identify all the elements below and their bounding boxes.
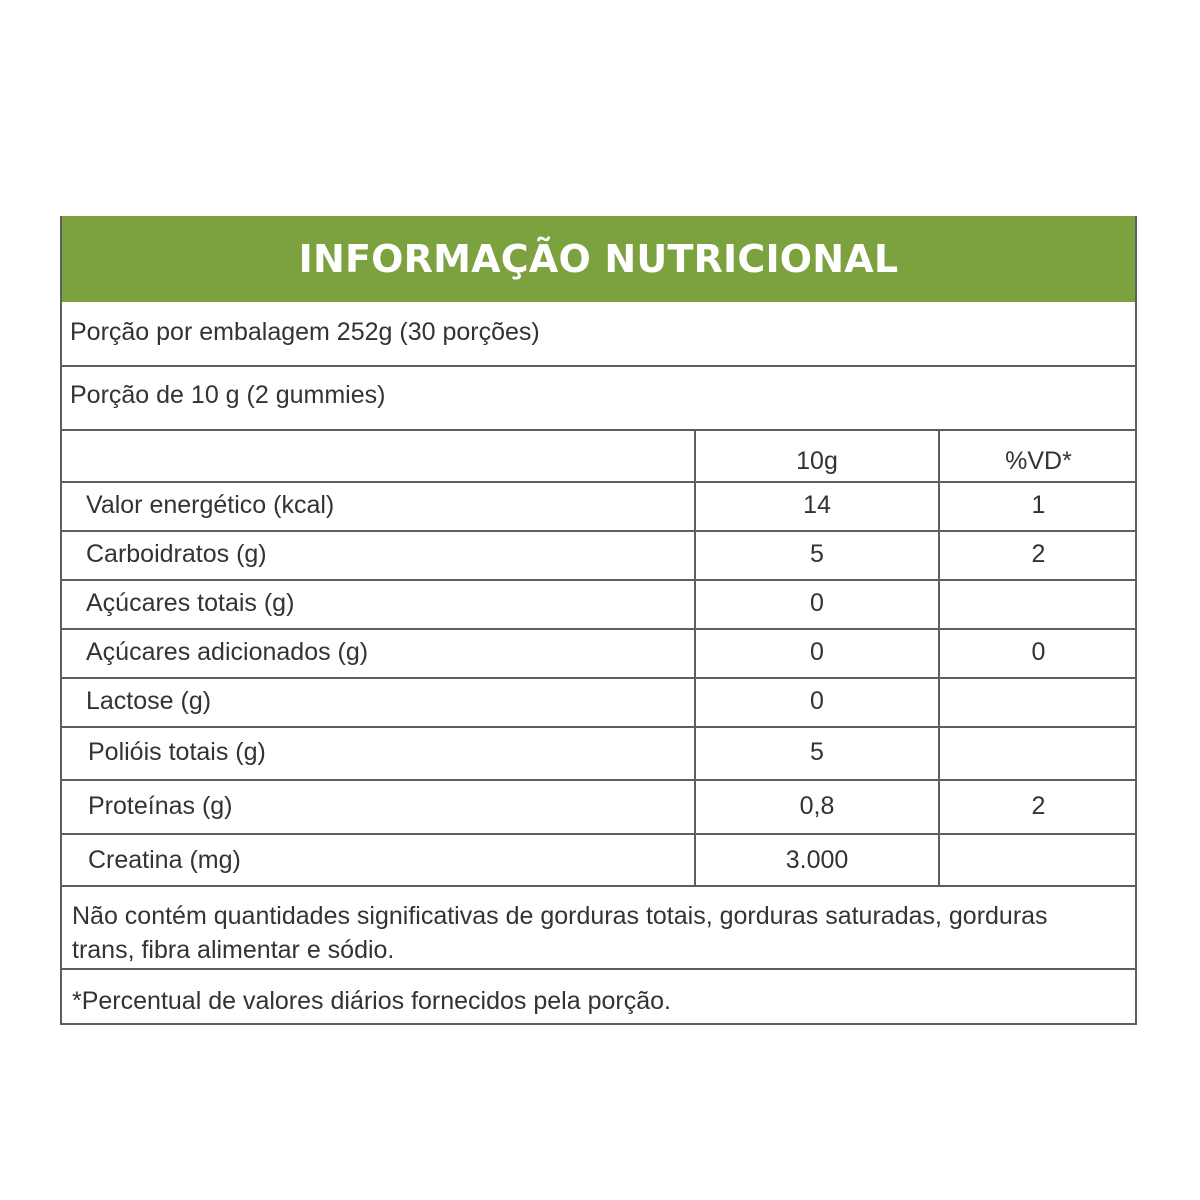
nutrient-vd-creatine	[940, 833, 1137, 887]
portion-text: Porção de 10 g (2 gummies)	[70, 381, 386, 409]
nutrient-value-energy: 14	[803, 491, 831, 519]
serving-per-package-text: Porção por embalagem 252g (30 porções)	[70, 318, 540, 346]
nutrient-label-energy: Valor energético (kcal)	[86, 491, 335, 519]
nutrient-value-total-sugars: 0	[810, 589, 824, 617]
nutrient-table	[62, 429, 1135, 887]
nutrient-label-creatine: Creatina (mg)	[88, 845, 241, 874]
nutrient-label-added-sugars: Açúcares adicionados (g)	[86, 638, 369, 666]
nutrient-vd-lactose	[940, 677, 1137, 726]
not-significant-note: Não contém quantidades significativas de gorduras totais, gorduras saturadas, gorduras trans, fibra alimentar e sódio.	[72, 902, 1048, 964]
nutrient-label-protein: Proteínas (g)	[88, 791, 233, 820]
nutrition-title: INFORMAÇÃO NUTRICIONAL	[298, 237, 899, 281]
nutrient-vd-added-sugars: 0	[1031, 638, 1046, 666]
nutrient-value-polyols: 5	[810, 738, 824, 766]
notes-top-divider	[62, 885, 1135, 887]
nutrition-header	[62, 216, 1135, 302]
nutrient-value-lactose: 0	[810, 687, 824, 715]
nutrient-label-polyols: Polióis totais (g)	[88, 738, 266, 766]
nutrient-value-protein: 0,8	[799, 791, 835, 820]
column-header-vd: %VD*	[1005, 446, 1072, 475]
percent-daily-note: *Percentual de valores diários fornecidos pela porção.	[72, 987, 671, 1015]
nutrient-value-added-sugars: 0	[810, 638, 824, 666]
nutrient-label-lactose: Lactose (g)	[86, 687, 212, 715]
nutrition-facts-panel	[60, 216, 1137, 1025]
column-header-amount: 10g	[796, 446, 838, 475]
nutrient-label-total-sugars: Açúcares totais (g)	[86, 589, 295, 617]
nutrient-label-carbs: Carboidratos (g)	[86, 540, 267, 568]
nutrient-vd-carbs: 2	[1031, 540, 1046, 568]
nutrient-vd-energy: 1	[1031, 491, 1046, 519]
nutrient-vd-total-sugars	[940, 579, 1137, 628]
nutrient-vd-polyols	[940, 726, 1137, 779]
nutrient-vd-protein: 2	[1031, 791, 1046, 820]
nutrient-value-carbs: 5	[810, 540, 824, 568]
nutrient-value-creatine: 3.000	[785, 845, 849, 874]
notes-divider	[62, 968, 1135, 970]
